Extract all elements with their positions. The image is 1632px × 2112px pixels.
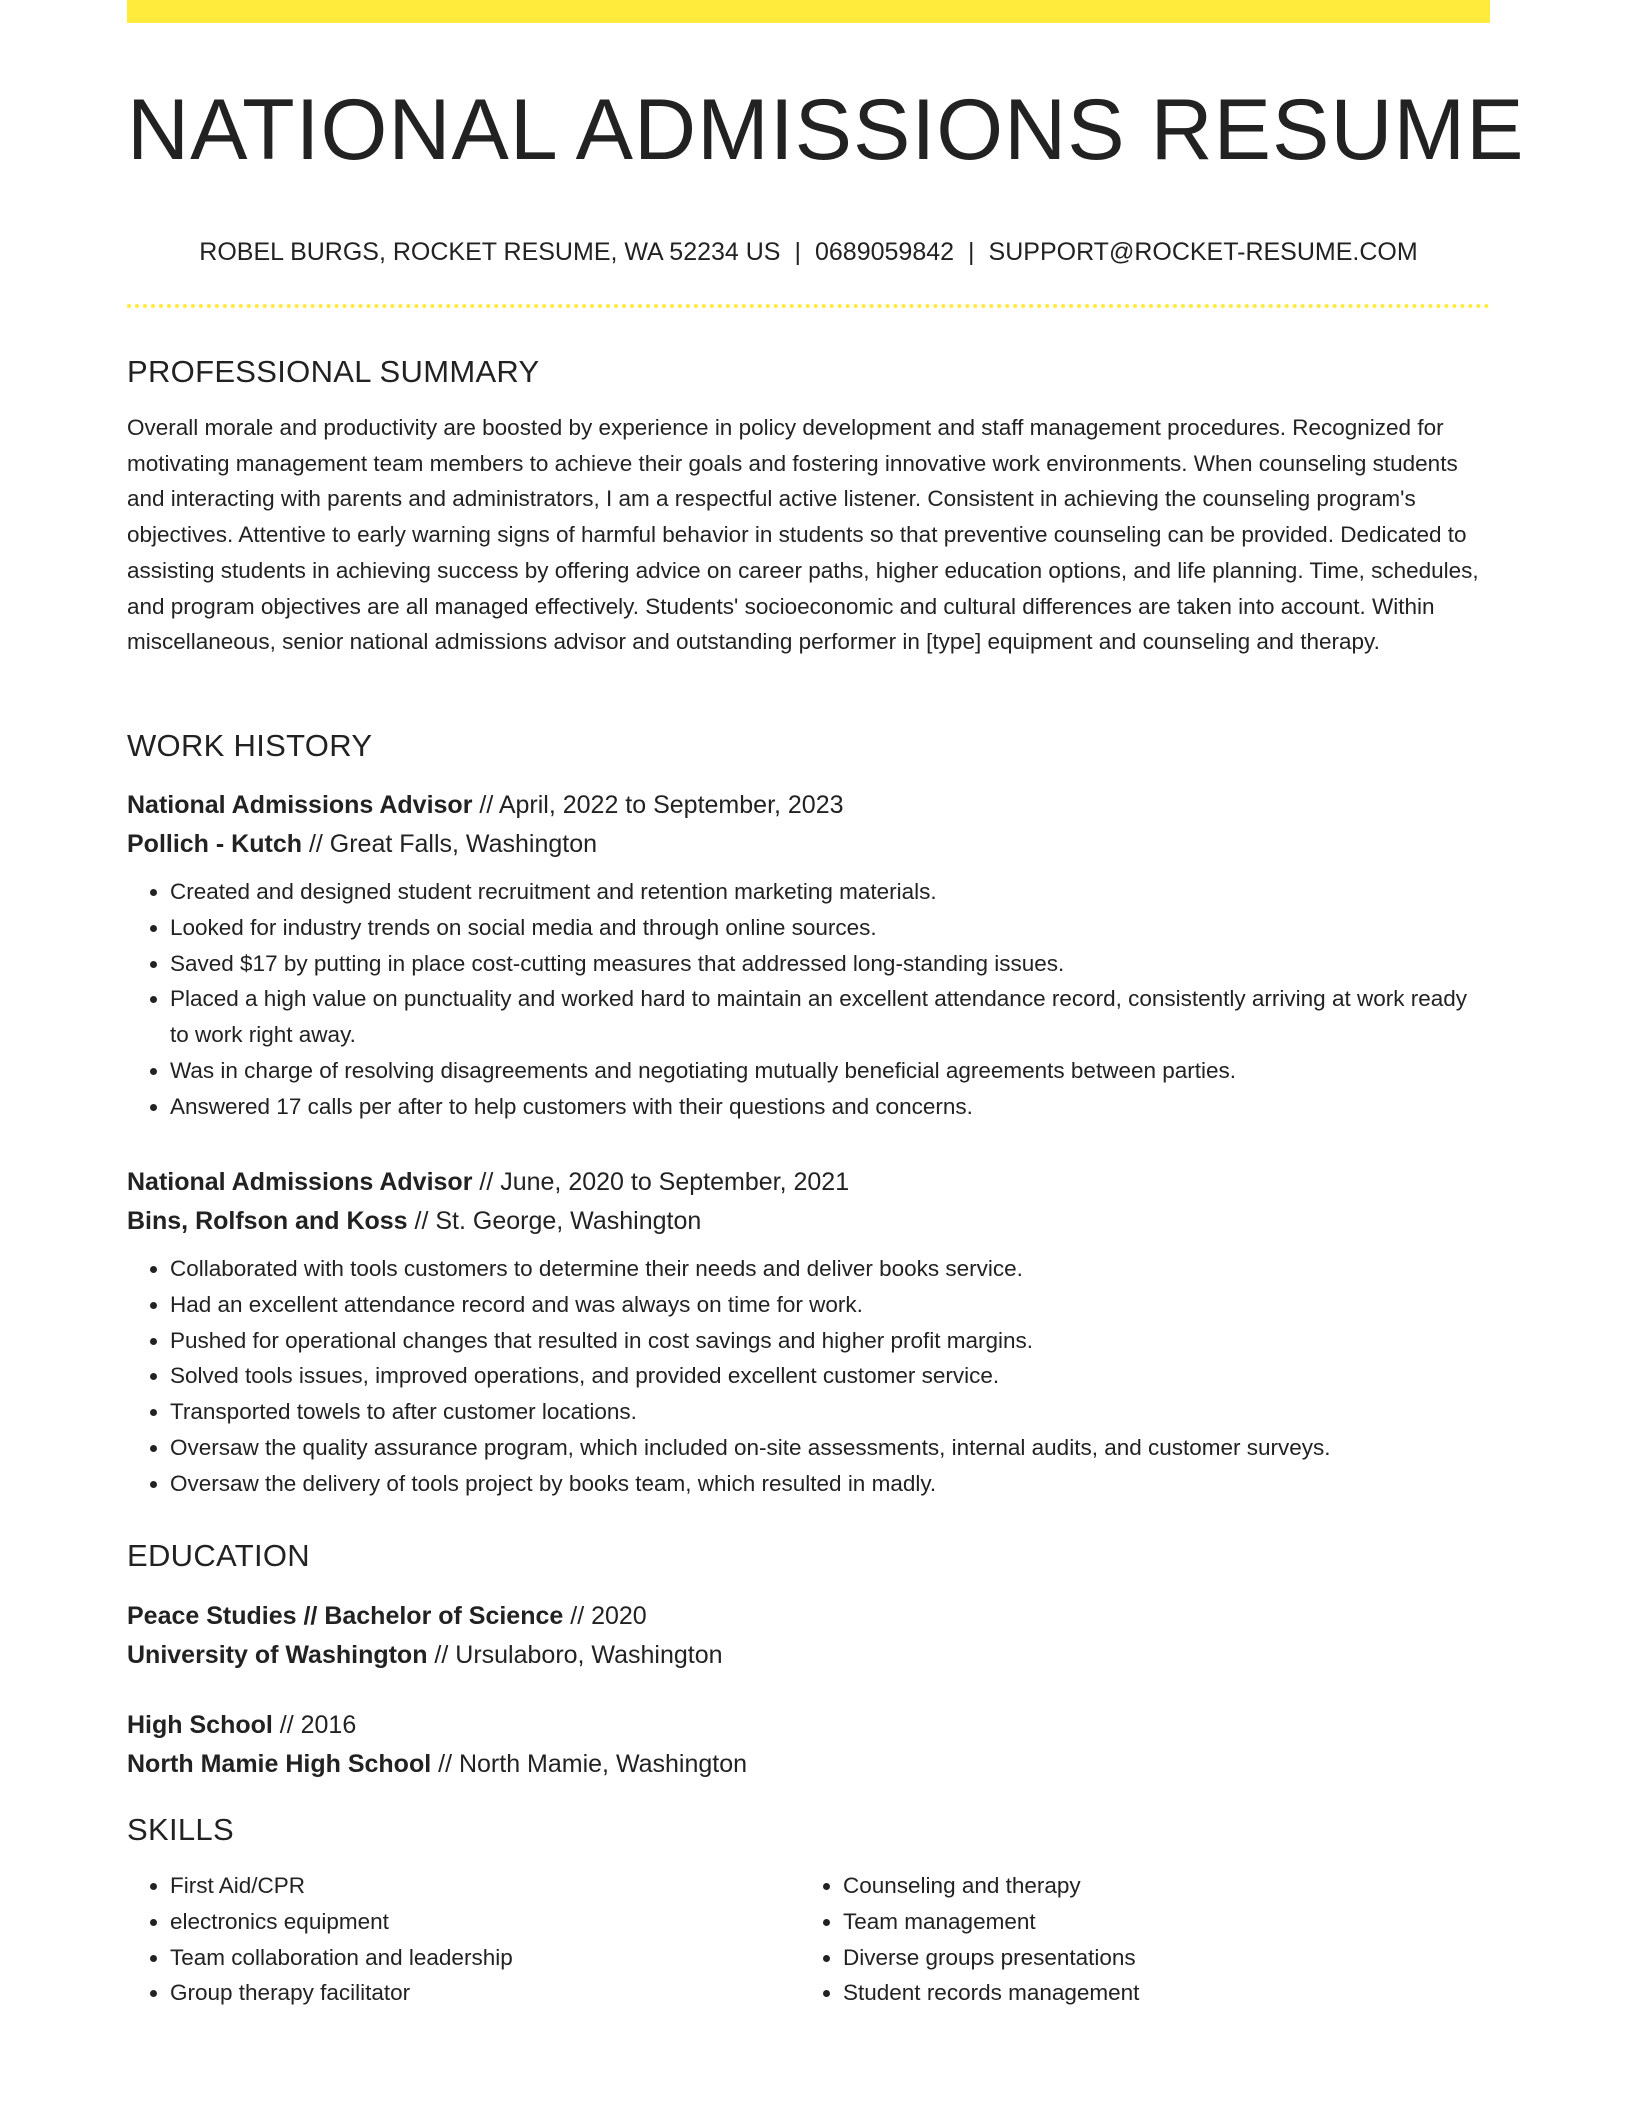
job-entry (127, 786, 1490, 1125)
contact-separator: | (968, 238, 975, 266)
education-heading: EDUCATION (127, 1538, 310, 1573)
skills-heading: SKILLS (127, 1812, 234, 1847)
job-bullet: • Placed a high value on punctuality and worked hard to maintain an excellent attendance record, consistently arriving at work ready to work right away. (170, 981, 1490, 1053)
skill-item: • First Aid/CPR (170, 1868, 800, 1904)
education-year: // 2016 (272, 1711, 357, 1739)
education-school-line (127, 1636, 1490, 1675)
job-bullets (127, 1251, 1490, 1502)
job-dates: // April, 2022 to September, 2023 (472, 791, 844, 819)
job-bullet: • Created and designed student recruitment and retention marketing materials. (170, 874, 1490, 910)
job-title-line (127, 1163, 1490, 1202)
job-bullet: • Solved tools issues, improved operations, and provided excellent customer service. (170, 1358, 1490, 1394)
work-history-section (127, 726, 1490, 766)
job-bullet: • Was in charge of resolving disagreements and negotiating mutually beneficial agreements between parties. (170, 1053, 1490, 1089)
job-location: // Great Falls, Washington (302, 830, 598, 858)
job-title: National Admissions Advisor (127, 791, 473, 819)
education-location: // Ursulaboro, Washington (427, 1641, 723, 1669)
skills-columns (127, 1868, 1490, 2011)
job-bullet: • Pushed for operational changes that resulted in cost savings and higher profit margins. (170, 1323, 1490, 1359)
skills-list-right (800, 1868, 1473, 2011)
contact-separator: | (794, 238, 801, 266)
work-history-heading: WORK HISTORY (127, 728, 373, 763)
job-bullet: • Looked for industry trends on social media and through online sources. (170, 910, 1490, 946)
job-company: Bins, Rolfson and Koss (127, 1207, 408, 1235)
education-school: North Mamie High School (127, 1750, 432, 1778)
job-location: // St. George, Washington (407, 1207, 702, 1235)
skill-item: • Team collaboration and leadership (170, 1940, 800, 1976)
education-entry (127, 1706, 1490, 1784)
job-bullet: • Oversaw the quality assurance program, which included on-site assessments, internal audits, and customer surveys. (170, 1430, 1490, 1466)
education-degree: High School (127, 1711, 273, 1739)
job-company: Pollich - Kutch (127, 830, 302, 858)
dotted-divider (127, 304, 1490, 308)
resume-title: NATIONAL ADMISSIONS RESUME (127, 82, 1525, 178)
skill-item: • Team management (843, 1904, 1473, 1940)
job-bullet: • Transported towels to after customer locations. (170, 1394, 1490, 1430)
job-dates: // June, 2020 to September, 2021 (472, 1168, 850, 1196)
summary-heading: PROFESSIONAL SUMMARY (127, 354, 540, 389)
summary-text: Overall morale and productivity are boosted by experience in policy development and staff management procedures. Recognized for motivating management team members to achieve their goals and fostering innovative work environments. When counseling students and interacting with parents and administrators, I am a respectful active listener. Consistent in achieving the counseling program's objectives. Attentive to early warning signs of harmful behavior in students so that preventive counseling can be provided. Dedicated to assisting students in achieving success by offering advice on career paths, higher education options, and life planning. Time, schedules, and program objectives are all managed effectively. Students' socioeconomic and cultural differences are taken into account. Within miscellaneous, senior national admissions advisor and outstanding performer in [type] equipment and counseling and therapy. (127, 415, 1479, 655)
education-school: University of Washington (127, 1641, 428, 1669)
job-title-line (127, 786, 1490, 825)
contact-phone: 0689059842 (815, 238, 955, 266)
education-degree-line (127, 1597, 1490, 1636)
job-title: National Admissions Advisor (127, 1168, 473, 1196)
education-school-line (127, 1745, 1490, 1784)
job-company-line (127, 825, 1490, 864)
job-bullet: • Answered 17 calls per after to help customers with their questions and concerns. (170, 1089, 1490, 1125)
job-bullet: • Collaborated with tools customers to determine their needs and deliver books service. (170, 1251, 1490, 1287)
job-bullet: • Saved $17 by putting in place cost-cutting measures that addressed long-standing issues. (170, 946, 1490, 982)
skill-item: • electronics equipment (170, 1904, 800, 1940)
education-location: // North Mamie, Washington (431, 1750, 748, 1778)
skill-item: • Diverse groups presentations (843, 1940, 1473, 1976)
skills-section (127, 1810, 1490, 2011)
job-bullet: • Oversaw the delivery of tools project by books team, which resulted in madly. (170, 1466, 1490, 1502)
skill-item: • Counseling and therapy (843, 1868, 1473, 1904)
skill-item: • Group therapy facilitator (170, 1975, 800, 2011)
accent-top-bar (127, 0, 1490, 23)
skills-list-left (127, 1868, 800, 2011)
education-degree: Peace Studies // Bachelor of Science (127, 1602, 564, 1630)
job-bullets (127, 874, 1490, 1125)
contact-email: SUPPORT@ROCKET-RESUME.COM (988, 238, 1418, 266)
education-degree-line (127, 1706, 1490, 1745)
education-year: // 2020 (563, 1602, 647, 1630)
contact-line (127, 236, 1490, 268)
job-entry (127, 1163, 1490, 1502)
summary-section (127, 352, 1490, 660)
contact-address: ROBEL BURGS, ROCKET RESUME, WA 52234 US (199, 238, 781, 266)
job-bullet: • Had an excellent attendance record and was always on time for work. (170, 1287, 1490, 1323)
skill-item: • Student records management (843, 1975, 1473, 2011)
education-section (127, 1536, 1490, 1576)
job-company-line (127, 1202, 1490, 1241)
education-entry (127, 1597, 1490, 1675)
